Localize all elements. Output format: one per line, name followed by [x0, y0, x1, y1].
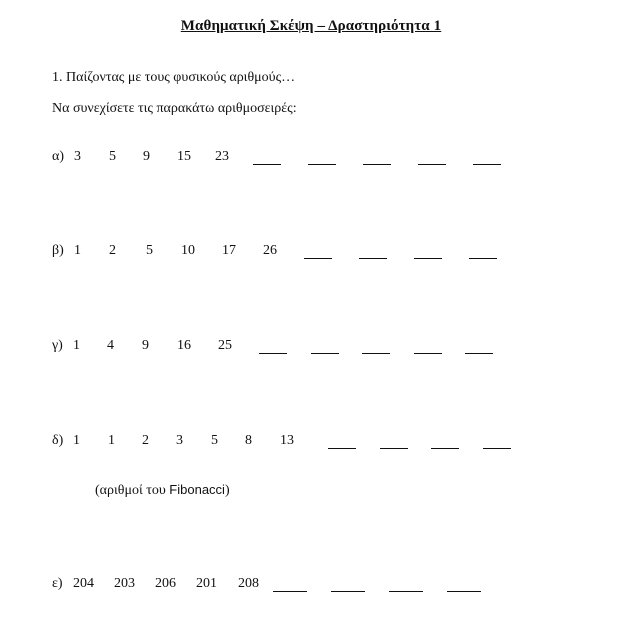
answer-blank[interactable] [273, 591, 307, 592]
sequence-number: 9 [142, 338, 149, 353]
sequence-number: 9 [143, 149, 150, 164]
sequence-number: 1 [73, 433, 80, 448]
note-prefix: (αριθμοί του [95, 483, 170, 498]
sequence-number: 204 [73, 576, 94, 591]
answer-blank[interactable] [308, 164, 336, 165]
sequence-number: 1 [74, 243, 81, 258]
sequence-number: 10 [181, 243, 195, 258]
sequence-number: 2 [109, 243, 116, 258]
sequence-number: 23 [215, 149, 229, 164]
answer-blank[interactable] [431, 448, 459, 449]
sequence-number: 25 [218, 338, 232, 353]
answer-blank[interactable] [465, 353, 493, 354]
sequence-label: γ) [52, 338, 63, 353]
answer-blank[interactable] [259, 353, 287, 354]
sequence-number: 17 [222, 243, 236, 258]
sequence-number: 1 [73, 338, 80, 353]
fibonacci-note [95, 482, 230, 499]
sequence-number: 15 [177, 149, 191, 164]
sequence-label: δ) [52, 433, 64, 448]
note-suffix: ) [224, 483, 230, 498]
answer-blank[interactable] [473, 164, 501, 165]
sequence-number: 26 [263, 243, 277, 258]
answer-blank[interactable] [363, 164, 391, 165]
sequence-number: 3 [74, 149, 81, 164]
sequence-number: 201 [196, 576, 217, 591]
answer-blank[interactable] [418, 164, 446, 165]
sequence-number: 206 [155, 576, 176, 591]
sequence-number: 3 [176, 433, 183, 448]
answer-blank[interactable] [359, 258, 387, 259]
answer-blank[interactable] [328, 448, 356, 449]
question-heading: 1. Παίζοντας με τους φυσικούς αριθμούς… [52, 70, 296, 85]
sequence-number: 2 [142, 433, 149, 448]
sequence-number: 203 [114, 576, 135, 591]
sequence-row-d [52, 433, 622, 453]
sequence-label: α) [52, 149, 64, 164]
sequence-number: 5 [211, 433, 218, 448]
sequence-number: 8 [245, 433, 252, 448]
sequence-number: 208 [238, 576, 259, 591]
answer-blank[interactable] [414, 258, 442, 259]
answer-blank[interactable] [380, 448, 408, 449]
answer-blank[interactable] [447, 591, 481, 592]
answer-blank[interactable] [389, 591, 423, 592]
answer-blank[interactable] [304, 258, 332, 259]
answer-blank[interactable] [483, 448, 511, 449]
question-instruction: Να συνεχίσετε τις παρακάτω αριθμοσειρές: [52, 101, 297, 116]
sequence-label: ε) [52, 576, 63, 591]
page-title: Μαθηματική Σκέψη – Δραστηριότητα 1 [180, 18, 442, 34]
sequence-number: 5 [146, 243, 153, 258]
answer-blank[interactable] [331, 591, 365, 592]
sequence-label: β) [52, 243, 64, 258]
answer-blank[interactable] [469, 258, 497, 259]
sequence-number: 16 [177, 338, 191, 353]
answer-blank[interactable] [362, 353, 390, 354]
answer-blank[interactable] [414, 353, 442, 354]
sequence-row-c [52, 338, 622, 358]
sequence-row-e [52, 576, 622, 596]
sequence-number: 1 [108, 433, 115, 448]
answer-blank[interactable] [253, 164, 281, 165]
note-name: Fibonacci [169, 482, 225, 497]
answer-blank[interactable] [311, 353, 339, 354]
sequence-number: 13 [280, 433, 294, 448]
sequence-row-a [52, 149, 622, 169]
sequence-number: 5 [109, 149, 116, 164]
sequence-number: 4 [107, 338, 114, 353]
sequence-row-b [52, 243, 622, 263]
